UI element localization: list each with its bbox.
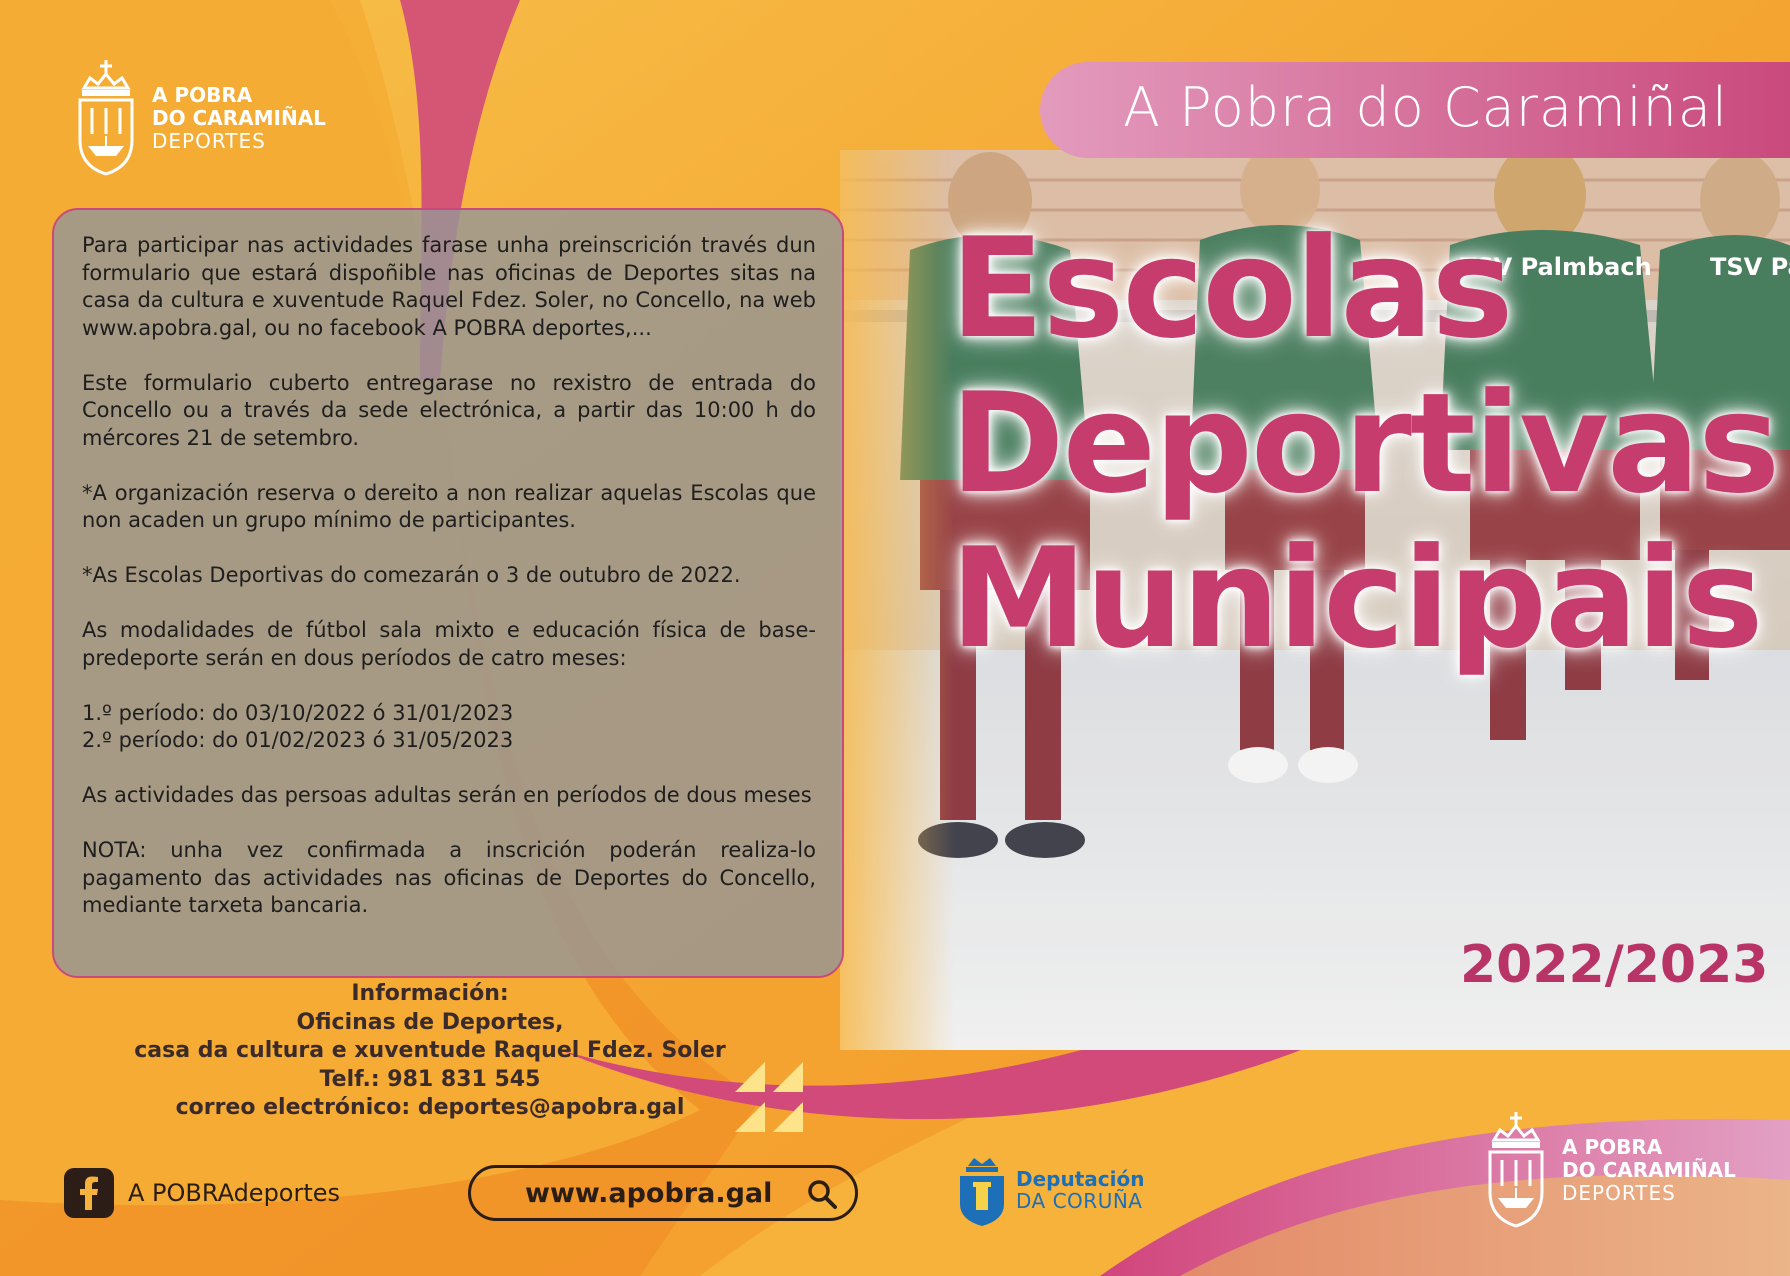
deputacion-line-1: Deputación [1016, 1167, 1145, 1191]
coat-of-arms-icon [1484, 1110, 1548, 1230]
contact-address: casa da cultura e xuventude Raquel Fdez. Soler [134, 1038, 726, 1063]
coat-of-arms-icon [74, 58, 138, 178]
logo-line-3: DEPORTES [152, 128, 266, 153]
contact-phone: Telf.: 981 831 545 [319, 1066, 541, 1092]
info-paragraph-note: NOTA: unha vez confirmada a inscrición poderán realiza-lo pagamento das actividades nas oficinas de Deportes do Concello, mediante tarxeta bancaria. [82, 838, 816, 917]
info-text [82, 232, 816, 920]
logo-line-1: A POBRA [152, 82, 253, 107]
logo-line-2: DO CARAMIÑAL [152, 105, 326, 130]
decorative-triangles [735, 1062, 811, 1140]
info-period-1: 1.º período: do 03/10/2022 ó 31/01/2023 [82, 700, 514, 725]
header-banner [1040, 62, 1790, 158]
contact-info [90, 980, 770, 1123]
search-icon[interactable] [807, 1179, 837, 1209]
facebook-icon [64, 1168, 114, 1218]
deputacion-text [1016, 1168, 1144, 1212]
info-paragraph-adults: As actividades das persoas adultas serán en períodos de dous meses [82, 783, 812, 807]
info-paragraph-start-date: *As Escolas Deportivas do comezarán o 3 de outubro de 2022. [82, 563, 741, 587]
website-url: www.apobra.gal [525, 1177, 773, 1209]
logo-top [74, 58, 326, 178]
info-paragraph-reservation: *A organización reserva o dereito a non realizar aquelas Escolas que non acaden un grupo mínimo de participantes. [82, 480, 816, 532]
title-line-3: Municipais [950, 518, 1762, 679]
title-line-2: Deportivas [950, 363, 1779, 524]
deputacion-line-2: DA CORUÑA [1016, 1189, 1143, 1213]
contact-office: Oficinas de Deportes, [296, 1009, 564, 1035]
info-paragraph-registration: Para participar nas actividades farase unha preinscrición través dun formulario que estará dispoñible nas oficinas de Deportes sitas na casa da cultura e xuventude Raquel Fdez. Soler, no Concello, na web www.apobra.gal, ou no facebook A POBRA deportes,... [82, 233, 816, 340]
contact-email: correo electrónico: deportes@apobra.gal [175, 1095, 685, 1120]
website-pill[interactable] [468, 1165, 858, 1221]
info-paragraph-modalities: As modalidades de fútbol sala mixto e educación física de base-predeporte serán en dous períodos de catro meses: [82, 618, 816, 670]
deputacion-logo [956, 1152, 1144, 1228]
facebook-link[interactable] [64, 1168, 340, 1218]
season-year: 2022/2023 [1460, 935, 1769, 995]
logo-top-text [152, 84, 326, 153]
logo-line-1: A POBRA [1562, 1134, 1663, 1159]
info-paragraph-form-delivery: Este formulario cuberto entregarase no rexistro de entrada do Concello ou a través da sede electrónica, a partir das 10:00 h do mércores 21 de setembro. [82, 370, 816, 450]
logo-line-2: DO CARAMIÑAL [1562, 1157, 1736, 1182]
logo-bottom-text [1562, 1136, 1736, 1205]
facebook-label: A POBRAdeportes [128, 1179, 341, 1207]
banner-title: A Pobra do Caramiñal [1122, 76, 1728, 139]
info-period-2: 2.º período: do 01/02/2023 ó 31/05/2023 [82, 728, 514, 752]
contact-heading: Información: [351, 981, 509, 1006]
deputacion-shield-icon [956, 1152, 1008, 1228]
info-panel [52, 208, 844, 978]
logo-line-3: DEPORTES [1562, 1180, 1676, 1205]
title-line-1: Escolas [950, 208, 1512, 369]
logo-bottom [1484, 1110, 1736, 1230]
